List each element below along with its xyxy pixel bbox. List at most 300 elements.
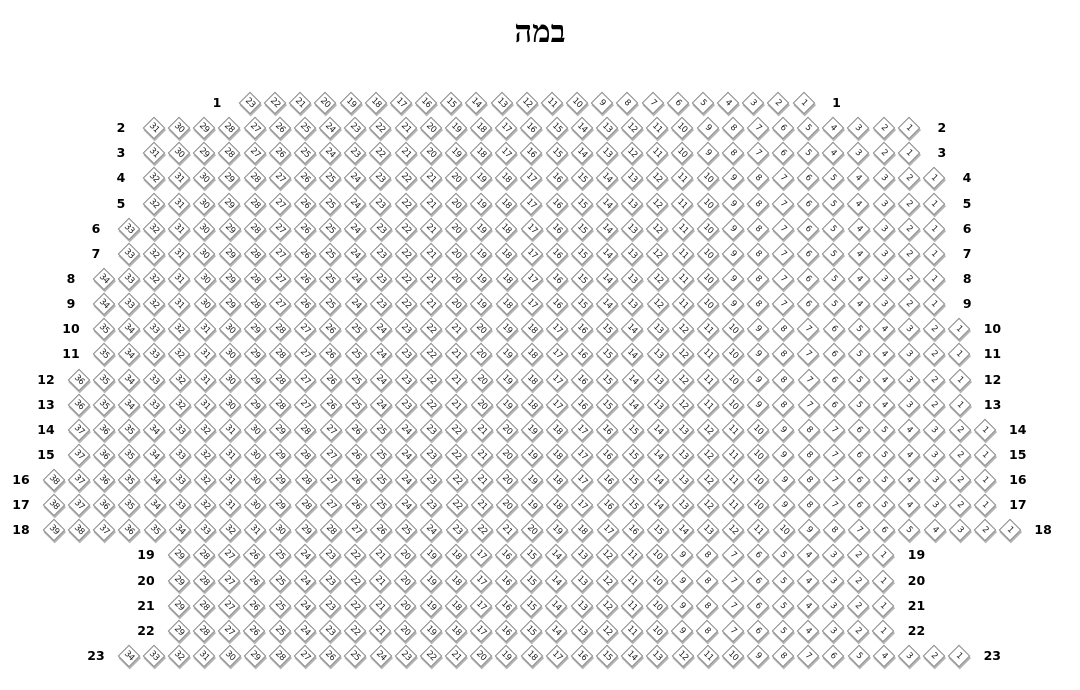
seat-row15-num31[interactable]	[219, 444, 242, 467]
seat-row1-num3[interactable]	[742, 92, 765, 115]
seat-row5-num12[interactable]	[646, 193, 669, 216]
seat-row6-num17[interactable]	[520, 218, 543, 241]
seat-row9-num26[interactable]	[294, 293, 317, 316]
seat-row16-num34[interactable]	[143, 469, 166, 492]
seat-row11-num18[interactable]	[520, 343, 543, 366]
seat-row23-num18[interactable]	[520, 645, 543, 668]
seat-row19-num5[interactable]	[772, 544, 795, 567]
seat-row3-num20[interactable]	[419, 142, 442, 165]
seat-row8-num8[interactable]	[747, 268, 770, 291]
seat-row11-num23[interactable]	[395, 343, 418, 366]
seat-row20-num15[interactable]	[520, 570, 543, 593]
seat-row9-num22[interactable]	[395, 293, 418, 316]
seat-row4-num18[interactable]	[495, 167, 518, 190]
seat-row18-num36[interactable]	[118, 519, 141, 542]
seat-row21-num11[interactable]	[621, 595, 644, 618]
seat-row17-num34[interactable]	[143, 494, 166, 517]
seat-row23-num15[interactable]	[596, 645, 619, 668]
seat-row22-num13[interactable]	[570, 620, 593, 643]
seat-row12-num10[interactable]	[722, 369, 745, 392]
seat-row3-num25[interactable]	[294, 142, 317, 165]
seat-row2-num23[interactable]	[344, 117, 367, 140]
seat-row11-num4[interactable]	[873, 343, 896, 366]
seat-row14-num21[interactable]	[470, 419, 493, 442]
seat-row4-num28[interactable]	[243, 167, 266, 190]
seat-row16-num28[interactable]	[294, 469, 317, 492]
seat-row21-num21[interactable]	[369, 595, 392, 618]
seat-row19-num27[interactable]	[218, 544, 241, 567]
seat-row21-num17[interactable]	[470, 595, 493, 618]
seat-row12-num2[interactable]	[923, 369, 946, 392]
seat-row5-num10[interactable]	[696, 193, 719, 216]
seat-row8-num14[interactable]	[596, 268, 619, 291]
seat-row2-num8[interactable]	[721, 117, 744, 140]
seat-row3-num15[interactable]	[545, 142, 568, 165]
seat-row18-num39[interactable]	[43, 519, 66, 542]
seat-row15-num17[interactable]	[571, 444, 594, 467]
seat-row18-num16[interactable]	[621, 519, 644, 542]
seat-row2-num2[interactable]	[872, 117, 895, 140]
seat-row5-num5[interactable]	[822, 193, 845, 216]
seat-row13-num23[interactable]	[395, 394, 418, 417]
seat-row21-num6[interactable]	[746, 595, 769, 618]
seat-row18-num7[interactable]	[848, 519, 871, 542]
seat-row10-num19[interactable]	[495, 318, 518, 341]
seat-row8-num6[interactable]	[797, 268, 820, 291]
seat-row16-num18[interactable]	[546, 469, 569, 492]
seat-row18-num28[interactable]	[319, 519, 342, 542]
seat-row14-num24[interactable]	[395, 419, 418, 442]
seat-row12-num30[interactable]	[219, 369, 242, 392]
seat-row9-num14[interactable]	[596, 293, 619, 316]
seat-row20-num29[interactable]	[168, 570, 191, 593]
seat-row13-num5[interactable]	[848, 394, 871, 417]
seat-row20-num2[interactable]	[847, 570, 870, 593]
seat-row3-num27[interactable]	[243, 142, 266, 165]
seat-row3-num26[interactable]	[268, 142, 291, 165]
seat-row7-num15[interactable]	[571, 243, 594, 266]
seat-row21-num28[interactable]	[193, 595, 216, 618]
seat-row4-num7[interactable]	[772, 167, 795, 190]
seat-row10-num23[interactable]	[395, 318, 418, 341]
seat-row13-num35[interactable]	[93, 394, 116, 417]
seat-row6-num9[interactable]	[722, 218, 745, 241]
seat-row7-num18[interactable]	[495, 243, 518, 266]
seat-row20-num1[interactable]	[872, 570, 895, 593]
seat-row9-num20[interactable]	[445, 293, 468, 316]
seat-row8-num34[interactable]	[93, 268, 116, 291]
seat-row10-num32[interactable]	[168, 318, 191, 341]
seat-row5-num13[interactable]	[621, 193, 644, 216]
seat-row22-num18[interactable]	[444, 620, 467, 643]
seat-row11-num31[interactable]	[193, 343, 216, 366]
seat-row20-num24[interactable]	[293, 570, 316, 593]
seat-row16-num37[interactable]	[68, 469, 91, 492]
seat-row16-num30[interactable]	[244, 469, 267, 492]
seat-row16-num25[interactable]	[370, 469, 393, 492]
seat-row10-num13[interactable]	[646, 318, 669, 341]
seat-row15-num2[interactable]	[948, 444, 971, 467]
seat-row15-num29[interactable]	[269, 444, 292, 467]
seat-row9-num28[interactable]	[244, 293, 267, 316]
seat-row2-num10[interactable]	[671, 117, 694, 140]
seat-row4-num23[interactable]	[369, 167, 392, 190]
seat-row11-num28[interactable]	[269, 343, 292, 366]
seat-row23-num5[interactable]	[847, 645, 870, 668]
seat-row3-num30[interactable]	[168, 142, 191, 165]
seat-row9-num5[interactable]	[822, 293, 845, 316]
seat-row10-num14[interactable]	[621, 318, 644, 341]
seat-row7-num9[interactable]	[722, 243, 745, 266]
seat-row21-num23[interactable]	[319, 595, 342, 618]
seat-row19-num15[interactable]	[520, 544, 543, 567]
seat-row2-num18[interactable]	[470, 117, 493, 140]
seat-row11-num33[interactable]	[143, 343, 166, 366]
seat-row10-num33[interactable]	[143, 318, 166, 341]
seat-row11-num30[interactable]	[218, 343, 241, 366]
seat-row15-num35[interactable]	[118, 444, 141, 467]
seat-row15-num3[interactable]	[923, 444, 946, 467]
seat-row17-num24[interactable]	[395, 494, 418, 517]
seat-row12-num29[interactable]	[244, 369, 267, 392]
seat-row20-num4[interactable]	[797, 570, 820, 593]
seat-row23-num32[interactable]	[168, 645, 191, 668]
seat-row22-num22[interactable]	[344, 620, 367, 643]
seat-row13-num3[interactable]	[898, 394, 921, 417]
seat-row3-num18[interactable]	[470, 142, 493, 165]
seat-row16-num36[interactable]	[93, 469, 116, 492]
seat-row9-num7[interactable]	[772, 293, 795, 316]
seat-row23-num29[interactable]	[243, 645, 266, 668]
seat-row4-num4[interactable]	[847, 167, 870, 190]
seat-row19-num17[interactable]	[470, 544, 493, 567]
seat-row13-num12[interactable]	[672, 394, 695, 417]
seat-row9-num13[interactable]	[621, 293, 644, 316]
seat-row1-num14[interactable]	[465, 92, 488, 115]
seat-row18-num20[interactable]	[521, 519, 544, 542]
seat-row10-num25[interactable]	[344, 318, 367, 341]
seat-row19-num21[interactable]	[369, 544, 392, 567]
seat-row12-num24[interactable]	[370, 369, 393, 392]
seat-row14-num7[interactable]	[822, 419, 845, 442]
seat-row18-num13[interactable]	[697, 519, 720, 542]
seat-row16-num26[interactable]	[345, 469, 368, 492]
seat-row20-num12[interactable]	[595, 570, 618, 593]
seat-row10-num28[interactable]	[269, 318, 292, 341]
seat-row4-num24[interactable]	[344, 167, 367, 190]
seat-row23-num23[interactable]	[394, 645, 417, 668]
seat-row5-num20[interactable]	[445, 193, 468, 216]
seat-row14-num23[interactable]	[420, 419, 443, 442]
seat-row1-num9[interactable]	[591, 92, 614, 115]
seat-row18-num19[interactable]	[546, 519, 569, 542]
seat-row17-num1[interactable]	[974, 494, 997, 517]
seat-row18-num18[interactable]	[571, 519, 594, 542]
seat-row4-num3[interactable]	[872, 167, 895, 190]
seat-row9-num21[interactable]	[420, 293, 443, 316]
seat-row21-num3[interactable]	[822, 595, 845, 618]
seat-row6-num10[interactable]	[696, 218, 719, 241]
seat-row14-num8[interactable]	[797, 419, 820, 442]
seat-row5-num29[interactable]	[218, 193, 241, 216]
seat-row1-num18[interactable]	[364, 92, 387, 115]
seat-row2-num26[interactable]	[268, 117, 291, 140]
seat-row18-num23[interactable]	[445, 519, 468, 542]
seat-row11-num20[interactable]	[470, 343, 493, 366]
seat-row17-num4[interactable]	[898, 494, 921, 517]
seat-row19-num16[interactable]	[495, 544, 518, 567]
seat-row22-num26[interactable]	[243, 620, 266, 643]
seat-row1-num16[interactable]	[415, 92, 438, 115]
seat-row3-num17[interactable]	[495, 142, 518, 165]
seat-row2-num1[interactable]	[897, 117, 920, 140]
seat-row12-num36[interactable]	[68, 369, 91, 392]
seat-row14-num34[interactable]	[143, 419, 166, 442]
seat-row18-num27[interactable]	[345, 519, 368, 542]
seat-row7-num31[interactable]	[168, 243, 191, 266]
seat-row23-num14[interactable]	[621, 645, 644, 668]
seat-row22-num24[interactable]	[293, 620, 316, 643]
seat-row15-num5[interactable]	[873, 444, 896, 467]
seat-row21-num10[interactable]	[646, 595, 669, 618]
seat-row5-num14[interactable]	[596, 193, 619, 216]
seat-row14-num30[interactable]	[244, 419, 267, 442]
seat-row13-num25[interactable]	[344, 394, 367, 417]
seat-row8-num21[interactable]	[420, 268, 443, 291]
seat-row14-num13[interactable]	[672, 419, 695, 442]
seat-row10-num8[interactable]	[772, 318, 795, 341]
seat-row2-num3[interactable]	[847, 117, 870, 140]
seat-row15-num36[interactable]	[93, 444, 116, 467]
seat-row12-num17[interactable]	[546, 369, 569, 392]
seat-row11-num15[interactable]	[596, 343, 619, 366]
seat-row14-num31[interactable]	[219, 419, 242, 442]
seat-row8-num18[interactable]	[495, 268, 518, 291]
seat-row1-num15[interactable]	[440, 92, 463, 115]
seat-row19-num14[interactable]	[545, 544, 568, 567]
seat-row4-num5[interactable]	[822, 167, 845, 190]
seat-row5-num23[interactable]	[369, 193, 392, 216]
seat-row9-num23[interactable]	[369, 293, 392, 316]
seat-row7-num11[interactable]	[671, 243, 694, 266]
seat-row17-num7[interactable]	[823, 494, 846, 517]
seat-row13-num2[interactable]	[923, 394, 946, 417]
seat-row2-num27[interactable]	[243, 117, 266, 140]
seat-row19-num12[interactable]	[595, 544, 618, 567]
seat-row6-num23[interactable]	[369, 218, 392, 241]
seat-row8-num31[interactable]	[168, 268, 191, 291]
seat-row1-num12[interactable]	[515, 92, 538, 115]
seat-row6-num33[interactable]	[118, 218, 141, 241]
seat-row14-num16[interactable]	[596, 419, 619, 442]
seat-row14-num2[interactable]	[948, 419, 971, 442]
seat-row4-num26[interactable]	[294, 167, 317, 190]
seat-row11-num2[interactable]	[923, 343, 946, 366]
seat-row20-num13[interactable]	[570, 570, 593, 593]
seat-row17-num15[interactable]	[621, 494, 644, 517]
seat-row17-num28[interactable]	[294, 494, 317, 517]
seat-row16-num12[interactable]	[697, 469, 720, 492]
seat-row5-num24[interactable]	[344, 193, 367, 216]
seat-row8-num11[interactable]	[671, 268, 694, 291]
seat-row11-num8[interactable]	[772, 343, 795, 366]
seat-row23-num20[interactable]	[470, 645, 493, 668]
seat-row2-num14[interactable]	[570, 117, 593, 140]
seat-row12-num1[interactable]	[948, 369, 971, 392]
seat-row17-num29[interactable]	[269, 494, 292, 517]
seat-row13-num6[interactable]	[822, 394, 845, 417]
seat-row5-num26[interactable]	[294, 193, 317, 216]
seat-row10-num31[interactable]	[193, 318, 216, 341]
seat-row19-num24[interactable]	[293, 544, 316, 567]
seat-row23-num27[interactable]	[294, 645, 317, 668]
seat-row16-num19[interactable]	[521, 469, 544, 492]
seat-row7-num14[interactable]	[596, 243, 619, 266]
seat-row11-num21[interactable]	[445, 343, 468, 366]
seat-row8-num20[interactable]	[445, 268, 468, 291]
seat-row6-num8[interactable]	[747, 218, 770, 241]
seat-row15-num18[interactable]	[546, 444, 569, 467]
seat-row6-num2[interactable]	[898, 218, 921, 241]
seat-row15-num4[interactable]	[898, 444, 921, 467]
seat-row4-num15[interactable]	[570, 167, 593, 190]
seat-row10-num2[interactable]	[923, 318, 946, 341]
seat-row5-num25[interactable]	[319, 193, 342, 216]
seat-row2-num22[interactable]	[369, 117, 392, 140]
seat-row9-num4[interactable]	[847, 293, 870, 316]
seat-row13-num17[interactable]	[546, 394, 569, 417]
seat-row12-num20[interactable]	[470, 369, 493, 392]
seat-row13-num28[interactable]	[269, 394, 292, 417]
seat-row18-num6[interactable]	[873, 519, 896, 542]
seat-row19-num23[interactable]	[319, 544, 342, 567]
seat-row23-num30[interactable]	[218, 645, 241, 668]
seat-row21-num22[interactable]	[344, 595, 367, 618]
seat-row18-num25[interactable]	[395, 519, 418, 542]
seat-row17-num37[interactable]	[68, 494, 91, 517]
seat-row20-num20[interactable]	[394, 570, 417, 593]
seat-row18-num30[interactable]	[269, 519, 292, 542]
seat-row12-num35[interactable]	[93, 369, 116, 392]
seat-row15-num24[interactable]	[395, 444, 418, 467]
seat-row15-num21[interactable]	[470, 444, 493, 467]
seat-row14-num10[interactable]	[747, 419, 770, 442]
seat-row16-num31[interactable]	[219, 469, 242, 492]
seat-row20-num23[interactable]	[319, 570, 342, 593]
seat-row5-num3[interactable]	[872, 193, 895, 216]
seat-row19-num20[interactable]	[394, 544, 417, 567]
seat-row11-num19[interactable]	[495, 343, 518, 366]
seat-row2-num12[interactable]	[621, 117, 644, 140]
seat-row23-num3[interactable]	[898, 645, 921, 668]
seat-row12-num11[interactable]	[697, 369, 720, 392]
seat-row8-num24[interactable]	[344, 268, 367, 291]
seat-row5-num31[interactable]	[168, 193, 191, 216]
seat-row8-num2[interactable]	[898, 268, 921, 291]
seat-row13-num36[interactable]	[68, 394, 91, 417]
seat-row23-num26[interactable]	[319, 645, 342, 668]
seat-row15-num7[interactable]	[822, 444, 845, 467]
seat-row14-num14[interactable]	[646, 419, 669, 442]
seat-row13-num26[interactable]	[319, 394, 342, 417]
seat-row14-num19[interactable]	[521, 419, 544, 442]
seat-row15-num33[interactable]	[168, 444, 191, 467]
seat-row4-num2[interactable]	[897, 167, 920, 190]
seat-row8-num25[interactable]	[319, 268, 342, 291]
seat-row19-num29[interactable]	[168, 544, 191, 567]
seat-row7-num29[interactable]	[218, 243, 241, 266]
seat-row10-num10[interactable]	[722, 318, 745, 341]
seat-row15-num26[interactable]	[344, 444, 367, 467]
seat-row4-num9[interactable]	[721, 167, 744, 190]
seat-row6-num5[interactable]	[822, 218, 845, 241]
seat-row5-num8[interactable]	[747, 193, 770, 216]
seat-row10-num21[interactable]	[445, 318, 468, 341]
seat-row18-num15[interactable]	[647, 519, 670, 542]
seat-row17-num14[interactable]	[647, 494, 670, 517]
seat-row5-num16[interactable]	[545, 193, 568, 216]
seat-row14-num20[interactable]	[495, 419, 518, 442]
seat-row13-num18[interactable]	[521, 394, 544, 417]
seat-row3-num10[interactable]	[671, 142, 694, 165]
seat-row15-num30[interactable]	[244, 444, 267, 467]
seat-row7-num28[interactable]	[243, 243, 266, 266]
seat-row15-num13[interactable]	[672, 444, 695, 467]
seat-row12-num26[interactable]	[319, 369, 342, 392]
seat-row11-num10[interactable]	[722, 343, 745, 366]
seat-row17-num33[interactable]	[168, 494, 191, 517]
seat-row18-num31[interactable]	[244, 519, 267, 542]
seat-row14-num18[interactable]	[546, 419, 569, 442]
seat-row8-num17[interactable]	[520, 268, 543, 291]
seat-row18-num35[interactable]	[143, 519, 166, 542]
seat-row23-num19[interactable]	[495, 645, 518, 668]
seat-row4-num13[interactable]	[621, 167, 644, 190]
seat-row2-num13[interactable]	[596, 117, 619, 140]
seat-row20-num16[interactable]	[495, 570, 518, 593]
seat-row14-num35[interactable]	[118, 419, 141, 442]
seat-row17-num25[interactable]	[370, 494, 393, 517]
seat-row1-num8[interactable]	[616, 92, 639, 115]
seat-row5-num15[interactable]	[570, 193, 593, 216]
seat-row14-num15[interactable]	[621, 419, 644, 442]
seat-row23-num10[interactable]	[722, 645, 745, 668]
seat-row3-num11[interactable]	[646, 142, 669, 165]
seat-row7-num22[interactable]	[394, 243, 417, 266]
seat-row18-num4[interactable]	[923, 519, 946, 542]
seat-row22-num25[interactable]	[268, 620, 291, 643]
seat-row10-num20[interactable]	[470, 318, 493, 341]
seat-row9-num8[interactable]	[747, 293, 770, 316]
seat-row23-num24[interactable]	[369, 645, 392, 668]
seat-row18-num33[interactable]	[194, 519, 217, 542]
seat-row18-num21[interactable]	[496, 519, 519, 542]
seat-row17-num17[interactable]	[571, 494, 594, 517]
seat-row7-num24[interactable]	[344, 243, 367, 266]
seat-row13-num22[interactable]	[420, 394, 443, 417]
seat-row13-num24[interactable]	[370, 394, 393, 417]
seat-row16-num38[interactable]	[43, 469, 66, 492]
seat-row3-num28[interactable]	[218, 142, 241, 165]
seat-row1-num19[interactable]	[339, 92, 362, 115]
seat-row15-num28[interactable]	[294, 444, 317, 467]
seat-row13-num27[interactable]	[294, 394, 317, 417]
seat-row22-num5[interactable]	[772, 620, 795, 643]
seat-row11-num25[interactable]	[344, 343, 367, 366]
seat-row17-num12[interactable]	[697, 494, 720, 517]
seat-row19-num8[interactable]	[696, 544, 719, 567]
seat-row20-num14[interactable]	[545, 570, 568, 593]
